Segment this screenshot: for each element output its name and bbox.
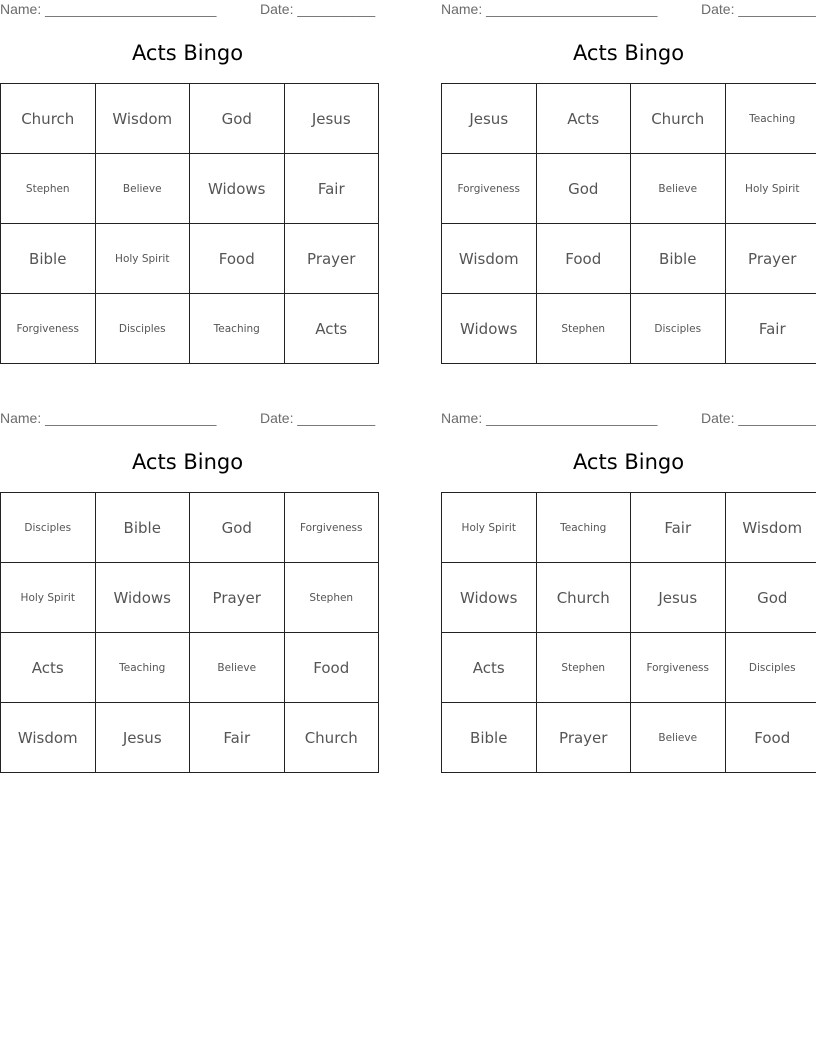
- bingo-cell[interactable]: Bible: [442, 703, 537, 773]
- date-field-line[interactable]: Date: __________: [260, 1, 376, 17]
- bingo-cell[interactable]: Disciples: [1, 493, 96, 563]
- grid-row: [442, 563, 816, 633]
- bingo-cell[interactable]: Holy Spirit: [442, 493, 537, 563]
- bingo-cell[interactable]: Wisdom: [1, 703, 96, 773]
- bingo-cell[interactable]: Food: [536, 224, 631, 294]
- bingo-cell[interactable]: Church: [631, 84, 726, 154]
- bingo-cell[interactable]: Prayer: [536, 703, 631, 773]
- bingo-cell[interactable]: God: [190, 84, 285, 154]
- date-field-line[interactable]: Date: __________: [701, 410, 816, 426]
- grid-row: [1, 493, 379, 563]
- name-field-line[interactable]: Name: ______________________: [441, 410, 658, 426]
- bingo-cell[interactable]: Forgiveness: [1, 294, 96, 364]
- bingo-cell[interactable]: Wisdom: [725, 493, 816, 563]
- date-field-line[interactable]: Date: __________: [701, 1, 816, 17]
- name-field-line[interactable]: Name: ______________________: [0, 1, 217, 17]
- bingo-cell[interactable]: Disciples: [725, 633, 816, 703]
- bingo-cell[interactable]: Food: [190, 224, 285, 294]
- bingo-cell[interactable]: Teaching: [725, 84, 816, 154]
- bingo-cell[interactable]: Forgiveness: [631, 633, 726, 703]
- bingo-cell[interactable]: Widows: [442, 563, 537, 633]
- grid-row: [1, 633, 379, 703]
- bingo-cell[interactable]: God: [190, 493, 285, 563]
- bingo-cell[interactable]: Forgiveness: [442, 154, 537, 224]
- grid-row: [442, 633, 816, 703]
- date-field-line[interactable]: Date: __________: [260, 410, 376, 426]
- bingo-cell[interactable]: Acts: [442, 633, 537, 703]
- bingo-cell[interactable]: Teaching: [536, 493, 631, 563]
- bingo-cell[interactable]: Disciples: [95, 294, 190, 364]
- name-field-line[interactable]: Name: ______________________: [0, 410, 217, 426]
- bingo-grid: [441, 492, 816, 773]
- grid-row: [1, 563, 379, 633]
- bingo-cell[interactable]: Stephen: [536, 633, 631, 703]
- bingo-cell[interactable]: Jesus: [284, 84, 379, 154]
- bingo-cell[interactable]: Believe: [631, 154, 726, 224]
- bingo-cell[interactable]: Stephen: [1, 154, 96, 224]
- bingo-cell[interactable]: Forgiveness: [284, 493, 379, 563]
- bingo-cell[interactable]: Church: [284, 703, 379, 773]
- bingo-cell[interactable]: Church: [536, 563, 631, 633]
- name-date-row: [0, 410, 375, 430]
- grid-row: [1, 703, 379, 773]
- bingo-cell[interactable]: God: [725, 563, 816, 633]
- bingo-cell[interactable]: Acts: [1, 633, 96, 703]
- bingo-cell[interactable]: Holy Spirit: [95, 224, 190, 294]
- grid-row: [442, 294, 816, 364]
- bingo-cell[interactable]: Wisdom: [95, 84, 190, 154]
- bingo-cell[interactable]: Believe: [631, 703, 726, 773]
- bingo-cell[interactable]: Fair: [190, 703, 285, 773]
- bingo-cell[interactable]: Jesus: [631, 563, 726, 633]
- bingo-cell[interactable]: Widows: [190, 154, 285, 224]
- bingo-cell[interactable]: Prayer: [725, 224, 816, 294]
- grid-row: [1, 224, 379, 294]
- name-date-row: [0, 1, 375, 21]
- bingo-cell[interactable]: Teaching: [95, 633, 190, 703]
- grid-row: [442, 154, 816, 224]
- bingo-cell[interactable]: Prayer: [284, 224, 379, 294]
- bingo-cell[interactable]: Stephen: [536, 294, 631, 364]
- bingo-cell[interactable]: Stephen: [284, 563, 379, 633]
- bingo-grid: [0, 492, 379, 773]
- bingo-cell[interactable]: Holy Spirit: [1, 563, 96, 633]
- bingo-cell[interactable]: God: [536, 154, 631, 224]
- name-date-row: [441, 1, 816, 21]
- grid-row: [1, 294, 379, 364]
- bingo-cell[interactable]: Acts: [536, 84, 631, 154]
- bingo-cell[interactable]: Fair: [284, 154, 379, 224]
- bingo-cell[interactable]: Acts: [284, 294, 379, 364]
- name-date-row: [441, 410, 816, 430]
- bingo-cell[interactable]: Bible: [95, 493, 190, 563]
- bingo-cell[interactable]: Believe: [190, 633, 285, 703]
- bingo-cell[interactable]: Widows: [95, 563, 190, 633]
- bingo-cell[interactable]: Believe: [95, 154, 190, 224]
- bingo-cell[interactable]: Food: [725, 703, 816, 773]
- name-field-line[interactable]: Name: ______________________: [441, 1, 658, 17]
- bingo-cell[interactable]: Jesus: [95, 703, 190, 773]
- bingo-cell[interactable]: Bible: [631, 224, 726, 294]
- bingo-cell[interactable]: Holy Spirit: [725, 154, 816, 224]
- grid-row: [442, 493, 816, 563]
- grid-row: [442, 224, 816, 294]
- bingo-cell[interactable]: Bible: [1, 224, 96, 294]
- bingo-cell[interactable]: Fair: [631, 493, 726, 563]
- bingo-cell[interactable]: Jesus: [442, 84, 537, 154]
- bingo-cell[interactable]: Teaching: [190, 294, 285, 364]
- bingo-cell[interactable]: Widows: [442, 294, 537, 364]
- bingo-cell[interactable]: Food: [284, 633, 379, 703]
- bingo-cell[interactable]: Fair: [725, 294, 816, 364]
- card-title: Acts Bingo: [572, 41, 685, 65]
- card-title: Acts Bingo: [131, 41, 244, 65]
- bingo-grid: [441, 83, 816, 364]
- bingo-grid: [0, 83, 379, 364]
- bingo-cell[interactable]: Wisdom: [442, 224, 537, 294]
- card-title: Acts Bingo: [131, 450, 244, 474]
- bingo-cell[interactable]: Disciples: [631, 294, 726, 364]
- grid-row: [1, 154, 379, 224]
- card-title: Acts Bingo: [572, 450, 685, 474]
- bingo-cell[interactable]: Church: [1, 84, 96, 154]
- grid-row: [442, 703, 816, 773]
- grid-row: [1, 84, 379, 154]
- bingo-cell[interactable]: Prayer: [190, 563, 285, 633]
- grid-row: [442, 84, 816, 154]
